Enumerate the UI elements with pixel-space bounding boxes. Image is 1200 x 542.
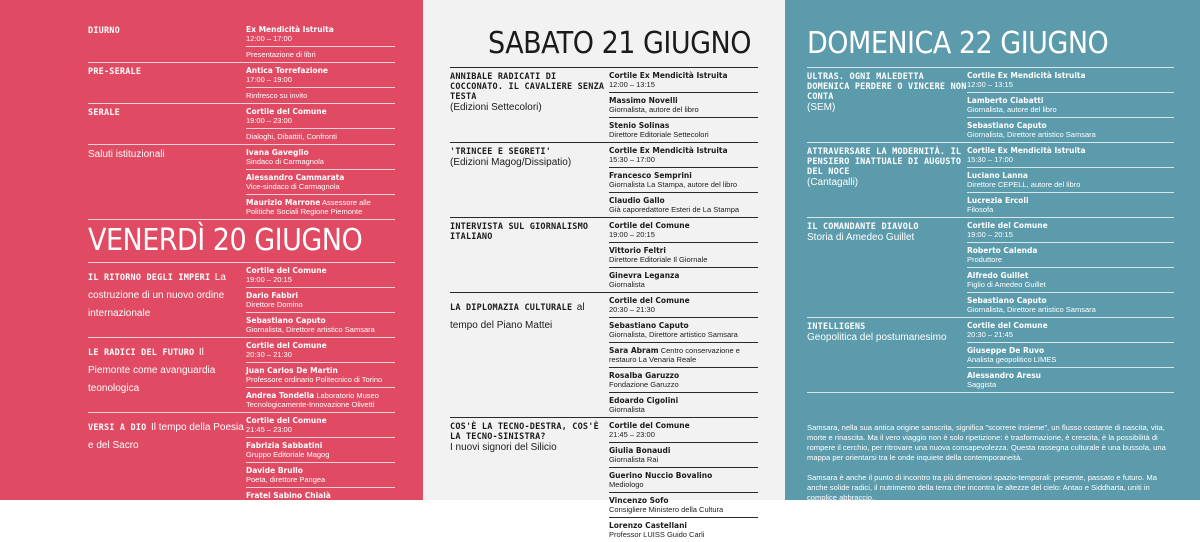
entry: Sara Abram Centro conservazione e restauro La Venaria Reale (609, 343, 758, 368)
session-subtitle: I nuovi signori del Silicio (450, 442, 557, 453)
entry: Sebastiano Caputo Giornalista, Direttore artistico Samsara (967, 296, 1096, 314)
session-subtitle: Il tempo della Poesia e del Sacro (88, 422, 244, 451)
program-row (88, 413, 395, 512)
session-subtitle: Il Piemonte come avanguardia teonologica (88, 347, 216, 394)
thursday-schedule (88, 22, 395, 220)
session-title: LE RADICI DEL FUTURO (88, 348, 195, 358)
entry: Vincenzo Sofo Consigliere Ministero della Cultura (609, 493, 758, 518)
program-row (450, 218, 758, 293)
entry: Claudio Gallo Già caporedattore Esteri de La Stampa (609, 196, 740, 214)
session-title: VERSI A DIO (88, 423, 147, 433)
program-row (450, 293, 758, 418)
session-title: DIURNO (88, 26, 120, 36)
samsara-paragraph-1: Samsara, nella sua antica origine sanscrita, significa "scorrere insieme", un flusso costante di nascita, vita, morte e rinascita. Ma il vero viaggio non è solo ripetizione: è trasformazione, è crescita, è la possibilità di rompere il cerchio, per ritrovare una nuova consapevolezza. Questa rassegna culturale è una bussola, una mappa per orientarsi tra le onde inquiete della contemporaneità. (807, 423, 1166, 462)
entry: Massimo Novelli Giornalista, autore del libro (609, 93, 758, 118)
entry: Rosalba Garuzzo Fondazione Garuzzo (609, 368, 758, 393)
saturday-schedule (450, 68, 758, 542)
program-row (807, 143, 1174, 218)
session-title: IL COMANDANTE DIAVOLO (807, 222, 919, 232)
session-subtitle: La costruzione di un nuovo ordine internazionale (88, 272, 226, 319)
session-title: ATTRAVERSARE LA MODERNITÀ. IL PENSIERO INATTUALE DI AUGUSTO DEL NOCE (807, 147, 962, 177)
entry: Alessandro Cammarata Vice-sindaco di Carmagnola (246, 170, 395, 195)
entry: Cortile del Comune 19:00 – 20:15 (967, 218, 1174, 243)
day-title-saturday: SABATO 21 GIUGNO (450, 0, 758, 68)
entry: Guerino Nuccio Bovalino Mediologo (609, 468, 758, 493)
session-subtitle: (Edizioni Settecolori) (450, 102, 542, 113)
entry: Cortile del Comune 21:45 – 23:00 (609, 418, 758, 443)
session-title: PRE-SERALE (88, 67, 142, 77)
samsara-paragraph-2: Samsara è anche il punto di incontro tra più dimensioni spazio-temporali: presente, passato e futuro. Ma anche solide radici, il nutrimento della terra che incontra le altezze del cielo: Antao e Siddharta, uniti in complice abbraccio. (807, 473, 1157, 502)
session-title: INTERVISTA SUL GIORNALISMO ITALIANO (450, 222, 589, 242)
program-row (807, 318, 1174, 393)
entry: Giulia Bonaudi Giornalista Rai (609, 443, 758, 468)
entry: Juan Carlos De Martin Professore ordinario Politecnico di Torino (246, 363, 395, 388)
entry: Sebastiano Caputo Giornalista, Direttore artistico Samsara (967, 121, 1096, 139)
entry: Dario Fabbri Direttore Domino (246, 288, 395, 313)
entry: Lamberto Ciabatti Giornalista, autore del libro (967, 93, 1174, 118)
entry: Davide Brullo Poeta, direttore Pangea (246, 463, 395, 488)
session-subtitle: (Cantagalli) (807, 177, 859, 188)
panel-sunday (785, 0, 1200, 500)
entry: Antica Torrefazione 17:00 – 19:00 (246, 63, 395, 88)
program-row (88, 145, 395, 220)
program-row (88, 104, 395, 145)
entry: Alessandro Aresu Saggista (967, 371, 1042, 389)
panel-thursday-friday (0, 0, 423, 509)
program-row (88, 63, 395, 104)
entry: Giuseppe De Ruvo Analista geopolitico LIMES (967, 343, 1174, 368)
session-title: ULTRAS. OGNI MALEDETTA DOMENICA PERDERE O VINCERE NON CONTA (807, 72, 967, 102)
entry: Luciano Lanna Direttore CEPELL, autore del libro (967, 168, 1174, 193)
day-title-friday: VENERDÌ 20 GIUGNO (88, 220, 395, 263)
entry: Cortile del Comune 20:30 – 21:30 (246, 338, 395, 363)
entry: Dialoghi, Dibattiti, Confronti (246, 132, 337, 141)
entry: Presentazione di libri (246, 50, 316, 59)
friday-schedule (88, 263, 395, 512)
session-title: ANNIBALE RADICATI DI COCCONATO. IL CAVALIERE SENZA TESTA (450, 72, 605, 102)
session-title: INTELLIGENS (807, 322, 866, 332)
session-subtitle: Saluti istituzionali (88, 149, 165, 160)
entry: Cortile del Comune 20:30 – 21:45 (967, 318, 1174, 343)
entry: Alfredo Guillet Figlio di Amedeo Guillet (967, 268, 1174, 293)
entry: Cortile del Comune 19:00 – 23:00 (246, 104, 395, 129)
session-title: SERALE (88, 108, 120, 118)
entry: Ivana Gaveglio Sindaco di Carmagnola (246, 145, 395, 170)
entry: Cortile Ex Mendicità Istruita 12:00 – 13:15 (967, 68, 1174, 93)
entry: Lucrezia Ercoli Filosofa (967, 196, 1029, 214)
session-title: COS'È LA TECNO-DESTRA, COS'È LA TECNO-SINISTRA? (450, 422, 599, 442)
entry: Sebastiano Caputo Giornalista, Direttore artistico Samsara (609, 318, 758, 343)
entry: Cortile Ex Mendicità Istruita 15:30 – 17:00 (609, 143, 758, 168)
program-row (450, 418, 758, 542)
program-row (88, 22, 395, 63)
entry: Sebastiano Caputo Giornalista, Direttore artistico Samsara (246, 316, 375, 334)
entry: Lorenzo Castellani Professor LUISS Guido Carli (609, 521, 705, 539)
session-subtitle: al tempo del Piano Mattei (450, 302, 585, 331)
entry: Cortile del Comune 19:00 – 20:15 (246, 263, 395, 288)
program-row (450, 143, 758, 218)
entry: Vittorio Feltri Direttore Editoriale Il Giornale (609, 243, 758, 268)
entry: Cortile del Comune 21:45 – 23:00 (246, 413, 395, 438)
entry: Andrea Tondella Laboratorio Museo Tecnologicamente-Innovazione Olivetti (246, 391, 379, 409)
program-row (807, 68, 1174, 143)
program-row (88, 263, 395, 338)
session-title: 'TRINCEE E SEGRETI' (450, 147, 552, 157)
entry: Fratel Sabino Chialà Priore Monastero di Bose (246, 491, 331, 509)
session-subtitle: Storia di Amedeo Guillet (807, 232, 915, 243)
entry: Cortile Ex Mendicità Istruita 12:00 – 13:15 (609, 68, 758, 93)
sunday-schedule (807, 68, 1174, 393)
entry: Maurizio Marrone Assessore alle Politiche Sociali Regione Piemonte (246, 198, 371, 216)
entry: Cortile del Comune 19:00 – 20:15 (609, 218, 758, 243)
entry: Cortile del Comune 20:30 – 21:30 (609, 293, 758, 318)
program-row (807, 218, 1174, 318)
entry: Edoardo Cigolini Giornalista (609, 396, 679, 414)
session-title: IL RITORNO DEGLI IMPERI (88, 273, 211, 283)
session-title: LA DIPLOMAZIA CULTURALE (450, 303, 573, 313)
entry: Rinfresco su invito (246, 91, 308, 100)
session-subtitle: (SEM) (807, 102, 836, 113)
session-subtitle: Geopolitica del postumanesimo (807, 332, 947, 343)
session-subtitle: (Edizioni Magog/Dissipatio) (450, 157, 572, 168)
entry: Fabrizia Sabbatini Gruppo Editoriale Magog (246, 438, 395, 463)
entry: Roberto Calenda Produttore (967, 243, 1174, 268)
panel-saturday (423, 0, 785, 539)
entry: Ginevra Leganza Giornalista (609, 271, 680, 289)
entry: Ex Mendicità Istruita 12:00 – 17:00 (246, 22, 395, 47)
day-title-sunday: DOMENICA 22 GIUGNO (807, 0, 1174, 68)
program-row (88, 338, 395, 413)
entry: Cortile Ex Mendicità Istruita 15:30 – 17:00 (967, 143, 1174, 168)
entry: Francesco Semprini Giornalista La Stampa, autore del libro (609, 168, 758, 193)
program-row (450, 68, 758, 143)
entry: Stenio Solinas Direttore Editoriale Settecolori (609, 121, 709, 139)
